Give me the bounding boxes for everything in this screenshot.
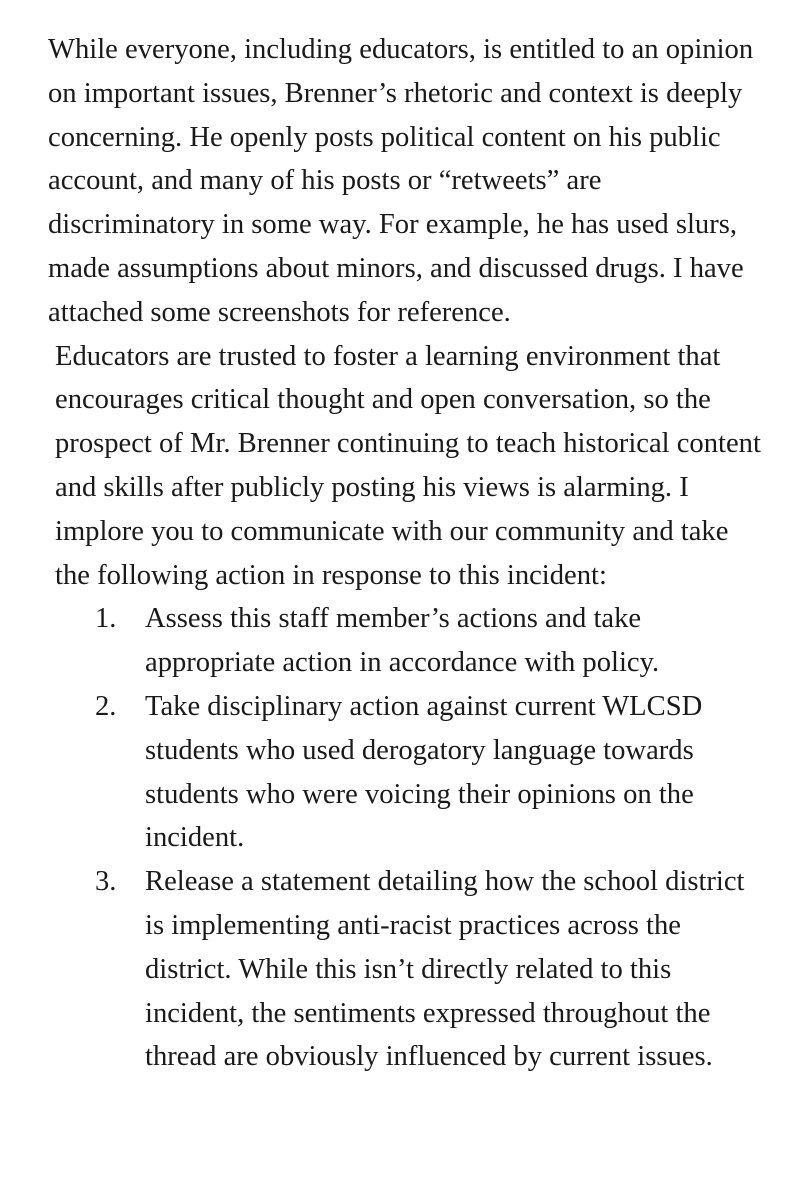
request-paragraph: Educators are trusted to foster a learning environment that encourages critical thought and open conversation, so the prospect of Mr. Brenner continuing to teach historical content and skills after publicly posting his views is alarming. I implore you to communicate with our community and take the following action in response to this incident: [55, 340, 769, 591]
list-item-text: Assess this staff member’s actions and take appropriate action in accordance with policy. [145, 603, 660, 679]
letter-body [48, 28, 768, 1079]
list-item-text: Take disciplinary action against current WLCSD students who used derogatory language towards students who were voicing their opinions on the incident. [145, 690, 703, 854]
list-item-text: Release a statement detailing how the school district is implementing anti-racist practices across the district. While this isn’t directly related to this incident, the sentiments expressed throughout the thread are obviously influenced by current issues. [145, 866, 745, 1073]
list-item [48, 860, 768, 1079]
action-list [48, 597, 768, 1079]
list-item-number: 1. [95, 603, 117, 635]
list-item-number: 3. [95, 866, 117, 898]
list-item [48, 685, 768, 860]
list-item [48, 597, 768, 685]
concern-paragraph: While everyone, including educators, is entitled to an opinion on important issues, Brenner’s rhetoric and context is deeply concerning. He openly posts political content on his public account, and many of his posts or “retweets” are discriminatory in some way. For example, he has used slurs, made assumptions about minors, and discussed drugs. I have attached some screenshots for reference. [48, 34, 761, 328]
list-item-number: 2. [95, 690, 117, 722]
